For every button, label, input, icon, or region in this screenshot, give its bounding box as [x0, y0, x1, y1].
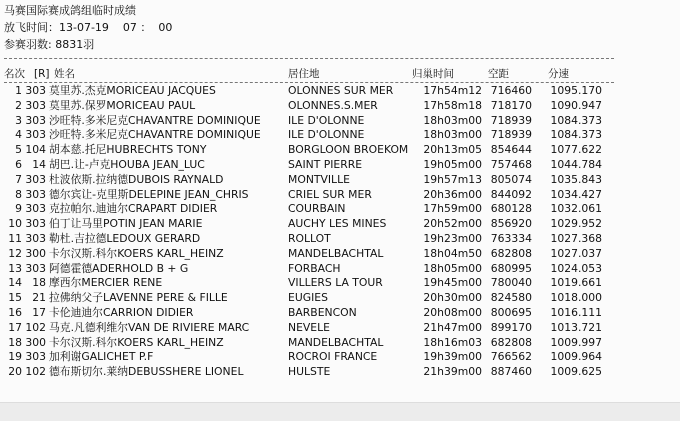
arrival-cell: 18h16m03 — [423, 335, 482, 349]
speed-cell: 1009.997 — [550, 335, 602, 349]
distance-cell: 887460 — [490, 365, 532, 379]
column-ring: [R] — [34, 68, 50, 80]
name-cell: 沙旺特.多米尼克CHAVANTRE DOMINIQUE — [49, 128, 261, 142]
name-cell: 伯丁让马里POTIN JEAN MARIE — [49, 217, 203, 231]
ring-cell: 21 — [32, 291, 46, 305]
distance-cell: 856920 — [490, 217, 532, 231]
distance-cell: 854644 — [490, 143, 532, 157]
rank-cell: 7 — [15, 172, 22, 186]
distance-cell: 780040 — [490, 276, 532, 290]
location-cell: BORGLOON BROEKOM — [288, 143, 409, 157]
ring-cell: 17 — [32, 306, 46, 319]
ring-cell: 102 — [25, 320, 46, 334]
location-cell: OLONNES.S.MER — [288, 98, 378, 112]
distance-cell: 844092 — [490, 187, 532, 201]
table-row — [0, 232, 640, 247]
name-cell: 克拉帕尔.迪迪尔CRAPART DIDIER — [49, 202, 218, 216]
rank-cell: 11 — [8, 232, 22, 245]
table-row — [0, 84, 640, 99]
arrival-cell: 17h54m12 — [423, 84, 482, 97]
distance-cell: 718170 — [490, 98, 532, 112]
location-cell: AUCHY LES MINES — [288, 217, 387, 231]
column-name: 姓名 — [54, 68, 75, 80]
column-arrival: 归巢时间 — [412, 68, 454, 80]
column-rank: 名次 — [4, 68, 25, 80]
table-row — [0, 291, 640, 306]
name-cell: 沙旺特.多米尼克CHAVANTRE DOMINIQUE — [49, 113, 261, 127]
table-row — [0, 336, 640, 351]
distance-cell: 800695 — [490, 306, 532, 319]
ring-cell: 303 — [25, 128, 46, 142]
table-row — [0, 217, 640, 232]
speed-cell: 1018.000 — [550, 291, 602, 305]
name-cell: 阿德霍德ADERHOLD B + G — [49, 261, 189, 275]
distance-cell: 766562 — [490, 350, 532, 364]
name-cell: 胡巴.让-卢克HOUBA JEAN_LUC — [49, 158, 205, 171]
location-cell: ROCROI FRANCE — [288, 350, 378, 364]
rank-cell: 1 — [15, 84, 22, 97]
name-cell: 摩西尔MERCIER RENE — [49, 276, 163, 290]
name-cell: 马克.凡德利维尔VAN DE RIVIERE MARC — [49, 320, 250, 334]
ring-cell: 303 — [25, 98, 46, 112]
ring-cell: 303 — [25, 217, 46, 231]
results-title: 马赛国际赛成鸽组临时成绩 — [4, 4, 136, 17]
name-cell: 杜波依斯.拉纳德DUBOIS RAYNALD — [49, 172, 224, 186]
table-row — [0, 202, 640, 217]
location-cell: ILE D'OLONNE — [288, 113, 365, 127]
speed-cell: 1034.427 — [550, 187, 602, 201]
distance-cell: 718939 — [490, 113, 532, 127]
table-row — [0, 143, 640, 158]
name-cell: 勒杜.吉拉德LEDOUX GERARD — [49, 232, 201, 245]
location-cell: CRIEL SUR MER — [288, 187, 372, 201]
column-distance: 空距 — [488, 68, 509, 80]
table-row — [0, 350, 640, 365]
distance-cell: 680128 — [490, 202, 532, 216]
speed-cell: 1095.170 — [550, 84, 602, 97]
arrival-cell: 19h39m00 — [423, 350, 482, 364]
table-row — [0, 306, 640, 321]
ring-cell: 303 — [25, 113, 46, 127]
location-cell: VILLERS LA TOUR — [288, 276, 383, 290]
ring-cell: 102 — [25, 365, 46, 379]
rank-cell: 16 — [8, 306, 22, 319]
ring-cell: 303 — [25, 202, 46, 216]
name-cell: 莫里苏.杰克MORICEAU JACQUES — [49, 84, 216, 97]
arrival-cell: 18h04m50 — [423, 246, 482, 260]
distance-cell: 718939 — [490, 128, 532, 142]
name-cell: 卡伦迪迪尔CARRION DIDIER — [49, 306, 194, 319]
distance-cell: 682808 — [490, 335, 532, 349]
table-row — [0, 262, 640, 277]
name-cell: 卡尔汉斯.科尔KOERS KARL_HEINZ — [49, 246, 224, 260]
speed-cell: 1024.053 — [550, 261, 602, 275]
table-row — [0, 188, 640, 203]
rank-cell: 6 — [15, 158, 22, 171]
table-row — [0, 173, 640, 188]
speed-cell: 1016.111 — [550, 306, 602, 319]
name-cell: 莫里苏.保罗MORICEAU PAUL — [49, 98, 196, 112]
ring-cell: 18 — [32, 276, 46, 290]
name-cell: 德尔宾让-克里斯DELEPINE JEAN_CHRIS — [49, 187, 249, 201]
location-cell: FORBACH — [288, 261, 341, 275]
rank-cell: 20 — [8, 365, 22, 379]
ring-cell: 300 — [25, 246, 46, 260]
ring-cell: 303 — [25, 350, 46, 364]
ring-cell: 303 — [25, 187, 46, 201]
location-cell: ROLLOT — [288, 232, 331, 245]
rank-cell: 3 — [15, 113, 22, 127]
speed-cell: 1090.947 — [550, 98, 602, 112]
arrival-cell: 17h58m18 — [423, 98, 482, 112]
arrival-cell: 20h52m00 — [423, 217, 482, 231]
name-cell: 胡本慈.托尼HUBRECHTS TONY — [49, 143, 207, 157]
bottom-band — [0, 402, 680, 421]
ring-cell: 303 — [25, 232, 46, 245]
column-speed: 分速 — [548, 68, 569, 80]
rank-cell: 4 — [15, 128, 22, 142]
rank-cell: 14 — [8, 276, 22, 290]
table-row — [0, 158, 640, 173]
arrival-cell: 18h03m00 — [423, 128, 482, 142]
speed-cell: 1009.964 — [550, 350, 602, 364]
arrival-cell: 21h47m00 — [423, 320, 482, 334]
speed-cell: 1044.784 — [550, 158, 602, 171]
distance-cell: 716460 — [490, 84, 532, 97]
name-cell: 卡尔汉斯.科尔KOERS KARL_HEINZ — [49, 335, 224, 349]
name-cell: 拉佛纳父子LAVENNE PERE & FILLE — [49, 291, 228, 305]
table-row — [0, 321, 640, 336]
table-row — [0, 128, 640, 143]
column-location: 居住地 — [288, 68, 320, 80]
distance-cell: 680995 — [490, 261, 532, 275]
distance-cell: 757468 — [490, 158, 532, 171]
arrival-cell: 20h36m00 — [423, 187, 482, 201]
table-row — [0, 99, 640, 114]
table-row — [0, 247, 640, 262]
total-birds: 参赛羽数: 8831羽 — [4, 38, 95, 51]
speed-cell: 1032.061 — [550, 202, 602, 216]
rank-cell: 13 — [8, 261, 22, 275]
rank-cell: 17 — [8, 320, 22, 334]
location-cell: EUGIES — [288, 291, 328, 305]
arrival-cell: 17h59m00 — [423, 202, 482, 216]
distance-cell: 763334 — [490, 232, 532, 245]
rank-cell: 15 — [8, 291, 22, 305]
distance-cell: 824580 — [490, 291, 532, 305]
arrival-cell: 20h30m00 — [423, 291, 482, 305]
rank-cell: 12 — [8, 246, 22, 260]
speed-cell: 1019.661 — [550, 276, 602, 290]
speed-cell: 1027.368 — [550, 232, 602, 245]
arrival-cell: 21h39m00 — [423, 365, 482, 379]
location-cell: MANDELBACHTAL — [288, 335, 384, 349]
location-cell: HULSTE — [288, 365, 331, 379]
rank-cell: 2 — [15, 98, 22, 112]
location-cell: COURBAIN — [288, 202, 346, 216]
location-cell: OLONNES SUR MER — [288, 84, 394, 97]
location-cell: MANDELBACHTAL — [288, 246, 384, 260]
arrival-cell: 18h05m00 — [423, 261, 482, 275]
table-row — [0, 365, 640, 380]
speed-cell: 1084.373 — [550, 128, 602, 142]
header-divider — [4, 82, 614, 83]
speed-cell: 1029.952 — [550, 217, 602, 231]
arrival-cell: 19h57m13 — [423, 172, 482, 186]
distance-cell: 682808 — [490, 246, 532, 260]
arrival-cell: 20h13m05 — [423, 143, 482, 157]
rank-cell: 8 — [15, 187, 22, 201]
speed-cell: 1077.622 — [550, 143, 602, 157]
top-divider — [4, 58, 614, 59]
ring-cell: 104 — [25, 143, 46, 157]
ring-cell: 303 — [25, 172, 46, 186]
arrival-cell: 18h03m00 — [423, 113, 482, 127]
speed-cell: 1084.373 — [550, 113, 602, 127]
arrival-cell: 19h23m00 — [423, 232, 482, 245]
rank-cell: 5 — [15, 143, 22, 157]
speed-cell: 1009.625 — [550, 365, 602, 379]
speed-cell: 1027.037 — [550, 246, 602, 260]
location-cell: ILE D'OLONNE — [288, 128, 365, 142]
speed-cell: 1013.721 — [550, 320, 602, 334]
location-cell: SAINT PIERRE — [288, 158, 363, 171]
name-cell: 加利谢GALICHET P.F — [49, 350, 154, 364]
location-cell: MONTVILLE — [288, 172, 350, 186]
table-row — [0, 114, 640, 129]
location-cell: BARBENCON — [288, 306, 357, 319]
rank-cell: 9 — [15, 202, 22, 216]
rank-cell: 19 — [8, 350, 22, 364]
arrival-cell: 19h05m00 — [423, 158, 482, 171]
table-row — [0, 276, 640, 291]
ring-cell: 14 — [32, 158, 46, 171]
arrival-cell: 20h08m00 — [423, 306, 482, 319]
speed-cell: 1035.843 — [550, 172, 602, 186]
distance-cell: 805074 — [490, 172, 532, 186]
ring-cell: 303 — [25, 261, 46, 275]
distance-cell: 899170 — [490, 320, 532, 334]
release-time: 放飞时间：13-07-19 07 ： 00 — [4, 21, 173, 34]
ring-cell: 300 — [25, 335, 46, 349]
arrival-cell: 19h45m00 — [423, 276, 482, 290]
rank-cell: 10 — [8, 217, 22, 231]
ring-cell: 303 — [25, 84, 46, 97]
rank-cell: 18 — [8, 335, 22, 349]
location-cell: NEVELE — [288, 320, 330, 334]
name-cell: 德布斯切尔.莱纳DEBUSSHERE LIONEL — [49, 365, 244, 379]
